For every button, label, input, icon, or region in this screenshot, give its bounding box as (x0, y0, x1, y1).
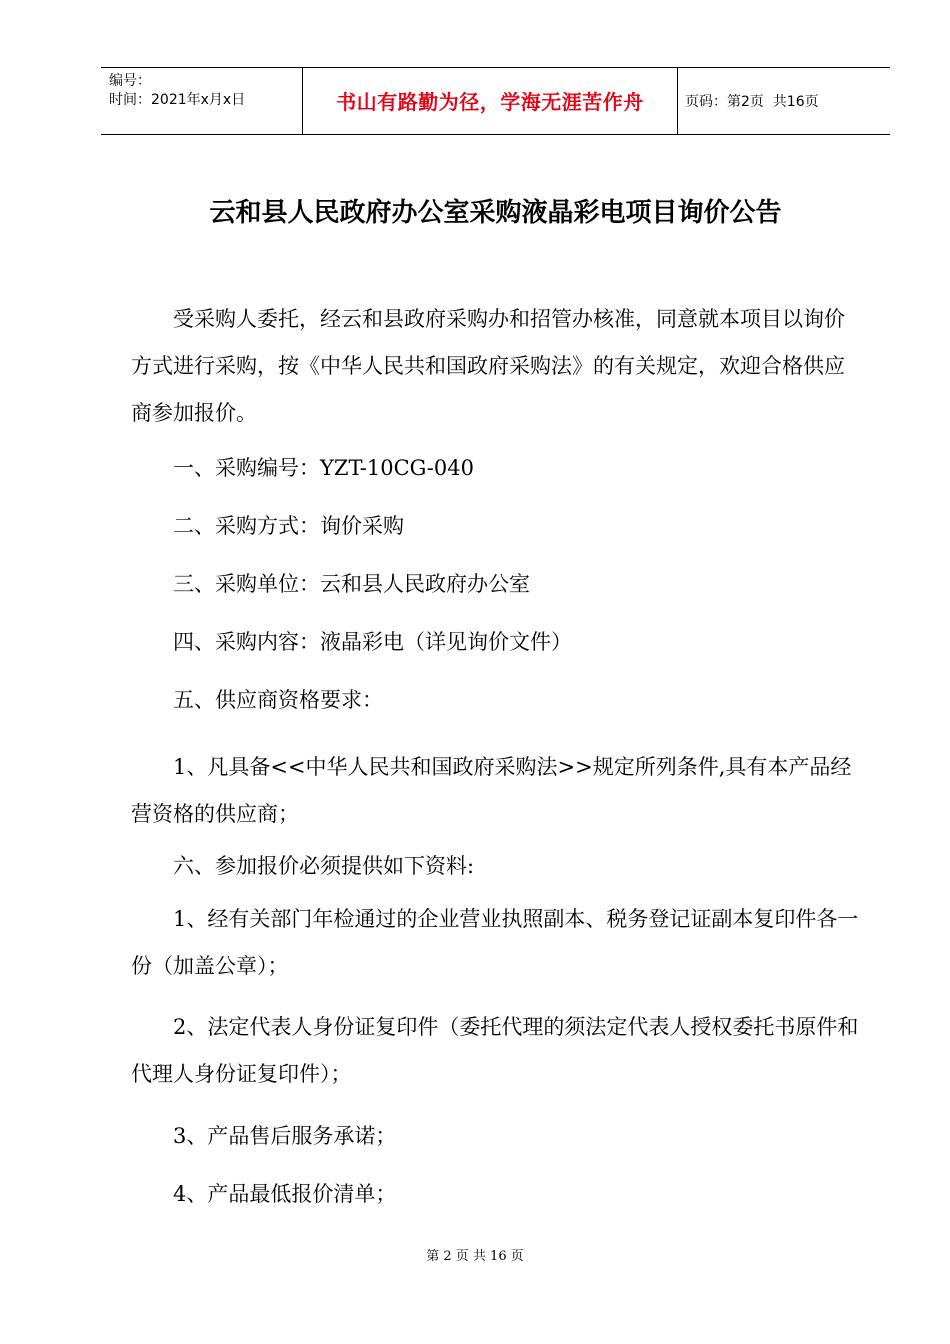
paragraph: 四、采购内容：液晶彩电（详见询价文件） (173, 630, 572, 654)
body-item (131, 1122, 863, 1150)
body-item (131, 686, 863, 714)
body-item (131, 744, 863, 838)
body-item (131, 852, 863, 880)
body-item (131, 454, 863, 482)
paragraph: 二、采购方式：询价采购 (173, 514, 404, 538)
page-header (101, 67, 890, 135)
paragraph: 一、采购编号：YZT-10CG-040 (173, 456, 474, 480)
paragraph: 1、经有关部门年检通过的企业营业执照副本、税务登记证副本复印件各一份（加盖公章）； (131, 907, 859, 978)
header-number-label: 编号： (109, 73, 151, 89)
paragraph: 三、采购单位：云和县人民政府办公室 (173, 572, 530, 596)
body-item (131, 628, 863, 656)
paragraph: 1、凡具备<<中华人民共和国政府采购法>>规定所列条件,具有本产品经营资格的供应商； (131, 755, 852, 826)
body-item (131, 512, 863, 540)
paragraph: 六、参加报价必须提供如下资料: (173, 854, 475, 878)
header-meta (109, 72, 245, 110)
body-item (131, 1004, 863, 1098)
header-time-label: 时间：2021年x月x日 (109, 92, 246, 108)
body-paragraph-intro (131, 296, 863, 437)
header-motto: 书山有路勤为径，学海无涯苦作舟 (336, 90, 644, 114)
document-title: 云和县人民政府办公室采购液晶彩电项目询价公告 (209, 198, 782, 228)
paragraph: 受采购人委托，经云和县政府采购办和招管办核准，同意就本项目以询价方式进行采购，按《中华人民共和国政府采购法》的有关规定，欢迎合格供应商参加报价。 (131, 307, 845, 425)
body-item (131, 570, 863, 598)
header-page-label: 页码：第2页 共16页 (685, 94, 819, 110)
page-footer: 第 2 页 共 16 页 (426, 1249, 524, 1264)
paragraph: 2、法定代表人身份证复印件（委托代理的须法定代表人授权委托书原件和代理人身份证复印件）； (131, 1015, 859, 1086)
body-item (131, 1180, 863, 1208)
paragraph: 五、供应商资格要求： (173, 688, 383, 712)
header-divider-right (677, 68, 678, 134)
paragraph: 4、产品最低报价清单； (173, 1182, 397, 1206)
body-item (131, 896, 863, 990)
paragraph: 3、产品售后服务承诺； (173, 1124, 397, 1148)
